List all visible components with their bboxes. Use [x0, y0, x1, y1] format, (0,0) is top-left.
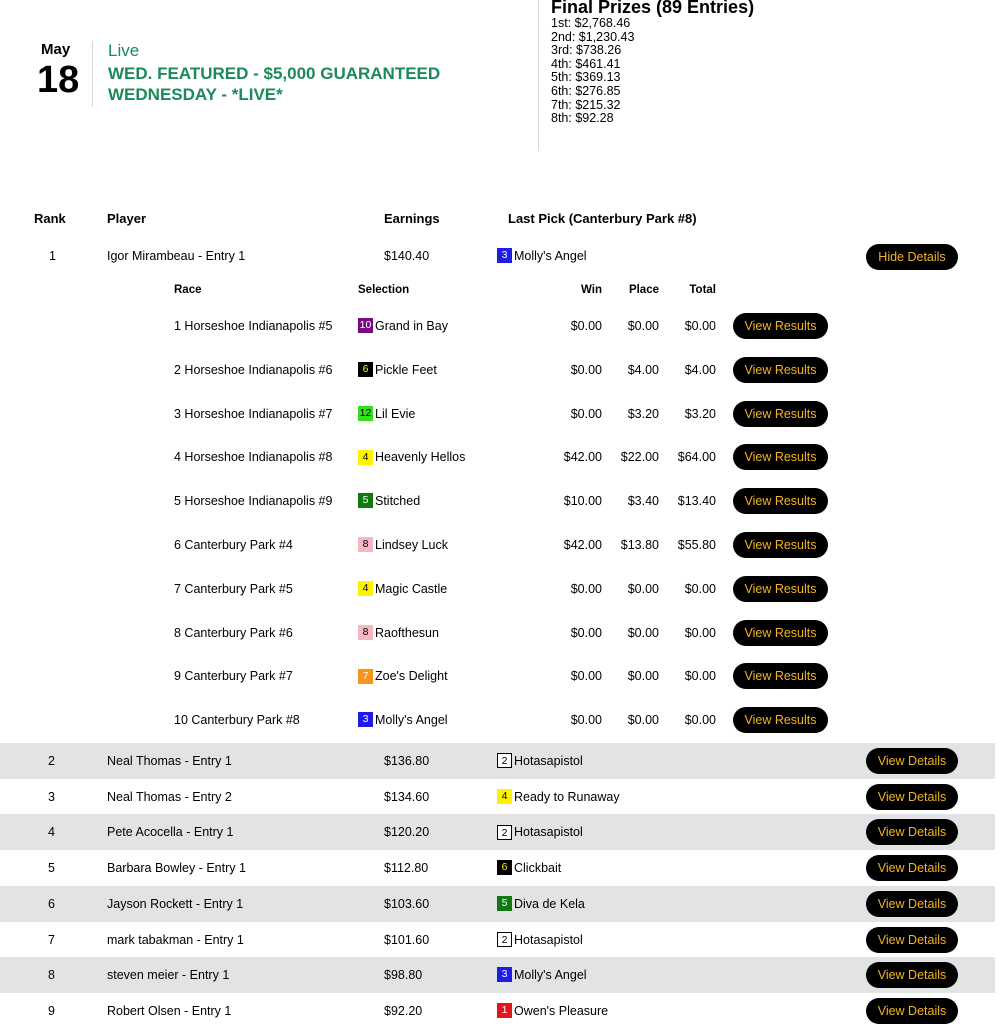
- row-player: Pete Acocella - Entry 1: [107, 825, 234, 840]
- horse-name: Diva de Kela: [514, 896, 585, 911]
- view-details-button[interactable]: View Details: [866, 748, 958, 774]
- horse-name: Zoe's Delight: [375, 669, 448, 684]
- event-status: Live: [108, 41, 140, 60]
- row-rank: 1: [49, 249, 56, 263]
- saddlecloth-badge: 4: [358, 450, 373, 465]
- horse-name: Raofthesun: [375, 625, 439, 640]
- detail-selection: [358, 479, 420, 523]
- detail-win: $42.00: [563, 538, 602, 552]
- header-divider: [92, 41, 93, 107]
- saddlecloth-badge: 8: [358, 537, 373, 552]
- view-results-button[interactable]: View Results: [733, 532, 828, 558]
- prizes-divider: [538, 0, 539, 151]
- horse-name: Hotasapistol: [514, 754, 583, 768]
- detail-win: $10.00: [563, 494, 602, 509]
- row-last-pick: [497, 239, 587, 274]
- row-last-pick: [497, 779, 620, 815]
- detail-race: 7 Canterbury Park #5: [174, 581, 293, 596]
- saddlecloth-badge: 4: [358, 581, 373, 596]
- view-details-button[interactable]: View Details: [866, 784, 958, 810]
- detail-race: 4 Horseshoe Indianapolis #8: [174, 450, 333, 465]
- saddlecloth-badge: 2: [497, 825, 512, 840]
- detail-total: $55.80: [677, 538, 716, 552]
- detail-total: $64.00: [677, 450, 716, 465]
- detail-header-selection: Selection: [358, 284, 410, 296]
- detail-selection: [358, 392, 415, 436]
- view-results-button[interactable]: View Results: [733, 576, 828, 602]
- leaderboard-row: [0, 922, 995, 958]
- detail-win: $0.00: [570, 581, 602, 596]
- view-details-button[interactable]: View Details: [866, 891, 958, 917]
- horse-name: Clickbait: [514, 861, 562, 876]
- detail-race: 9 Canterbury Park #7: [174, 669, 293, 684]
- detail-selection: [358, 698, 448, 742]
- detail-race: 8 Canterbury Park #6: [174, 625, 293, 640]
- row-earnings: $136.80: [384, 754, 430, 768]
- detail-place: $0.00: [627, 581, 659, 596]
- detail-total: $0.00: [684, 319, 716, 333]
- view-results-button[interactable]: View Results: [733, 401, 828, 427]
- horse-name: Ready to Runaway: [514, 789, 620, 804]
- saddlecloth-badge: 2: [497, 753, 512, 768]
- saddlecloth-badge: 7: [358, 669, 373, 684]
- view-results-button[interactable]: View Results: [733, 444, 828, 470]
- row-player: Barbara Bowley - Entry 1: [107, 861, 246, 876]
- detail-win: $42.00: [563, 450, 602, 465]
- view-details-button[interactable]: View Details: [866, 855, 958, 881]
- view-details-button[interactable]: View Details: [866, 998, 958, 1024]
- prize-line: 6th: $276.85: [551, 83, 621, 98]
- detail-header-race: Race: [174, 284, 202, 296]
- row-rank: 4: [48, 825, 55, 840]
- detail-row: [0, 304, 995, 348]
- prize-line: 5th: $369.13: [551, 70, 621, 85]
- row-earnings: $120.20: [384, 825, 430, 840]
- horse-name: Magic Castle: [375, 581, 448, 596]
- prize-list: [551, 17, 754, 126]
- detail-place: $0.00: [627, 625, 659, 640]
- detail-selection: [358, 611, 439, 655]
- final-prizes-title: Final Prizes (89 Entries): [551, 0, 755, 17]
- detail-header-total: Total: [689, 284, 716, 296]
- detail-win: $0.00: [570, 713, 602, 728]
- detail-header-place: Place: [628, 284, 659, 296]
- saddlecloth-badge: 3: [358, 712, 373, 727]
- saddlecloth-badge: 6: [358, 362, 373, 377]
- horse-name: Owen's Pleasure: [514, 1003, 609, 1018]
- row-last-pick: [497, 743, 583, 779]
- detail-total: $0.00: [684, 669, 716, 684]
- horse-name: Pickle Feet: [375, 362, 437, 377]
- view-details-button[interactable]: View Details: [866, 927, 958, 953]
- saddlecloth-badge: 5: [358, 493, 373, 508]
- row-last-pick: [497, 957, 587, 993]
- horse-name: Lil Evie: [375, 406, 416, 421]
- detail-race: 1 Horseshoe Indianapolis #5: [174, 319, 333, 333]
- horse-name: Molly's Angel: [375, 713, 448, 728]
- view-results-button[interactable]: View Results: [733, 313, 828, 339]
- row-player: steven meier - Entry 1: [107, 968, 230, 983]
- detail-place: $0.00: [627, 319, 659, 333]
- event-title-line-2: WEDNESDAY - *LIVE*: [108, 85, 283, 104]
- saddlecloth-badge: 3: [497, 967, 512, 982]
- saddlecloth-badge: 10: [359, 319, 372, 332]
- event-title-line-1: WED. FEATURED - $5,000 GUARANTEED: [108, 64, 441, 83]
- row-earnings: $101.60: [384, 932, 430, 947]
- detail-selection: [358, 304, 448, 348]
- row-last-pick: [497, 850, 561, 886]
- header-rank: Rank: [34, 211, 66, 226]
- event-month: May: [41, 41, 71, 58]
- prize-line: 7th: $215.32: [551, 97, 621, 112]
- detail-total: $0.00: [684, 581, 716, 596]
- leaderboard-row: [0, 814, 995, 850]
- row-earnings: $92.20: [384, 1003, 423, 1018]
- view-results-button[interactable]: View Results: [733, 663, 828, 689]
- detail-row: [0, 392, 995, 436]
- detail-win: $0.00: [570, 319, 602, 333]
- header-earnings: Earnings: [384, 211, 440, 226]
- leaderboard-row: [0, 850, 995, 886]
- detail-win: $0.00: [570, 406, 602, 421]
- horse-name: Hotasapistol: [514, 932, 583, 947]
- header-last-pick: Last Pick (Canterbury Park #8): [508, 211, 697, 226]
- detail-place: $3.40: [627, 494, 659, 509]
- row-rank: 2: [48, 754, 55, 768]
- view-results-button[interactable]: View Results: [733, 707, 828, 733]
- detail-win: $0.00: [570, 362, 602, 377]
- row-earnings: $134.60: [384, 789, 430, 804]
- row-rank: 3: [48, 789, 55, 804]
- row-earnings: $98.80: [384, 968, 423, 983]
- prize-line: 1st: $2,768.46: [551, 16, 631, 30]
- row-last-pick: [497, 814, 583, 850]
- row-rank: 6: [48, 896, 55, 911]
- detail-selection: [358, 435, 465, 479]
- row-player: Neal Thomas - Entry 1: [107, 754, 232, 768]
- row-earnings: $103.60: [384, 896, 430, 911]
- view-results-button[interactable]: View Results: [733, 357, 828, 383]
- horse-name: Grand in Bay: [375, 319, 448, 333]
- detail-selection: [358, 654, 448, 698]
- hide-details-button[interactable]: Hide Details: [866, 244, 958, 270]
- detail-place: $3.20: [627, 406, 659, 421]
- saddlecloth-badge: 3: [497, 248, 512, 263]
- event-day: 18: [37, 59, 80, 101]
- row-player: mark tabakman - Entry 1: [107, 932, 244, 947]
- detail-header-win: Win: [581, 284, 602, 296]
- row-rank: 5: [48, 861, 55, 876]
- row-last-pick: [497, 993, 608, 1029]
- saddlecloth-badge: 12: [359, 406, 372, 419]
- detail-total: $0.00: [684, 625, 716, 640]
- horse-name: Stitched: [375, 494, 421, 509]
- detail-row: [0, 654, 995, 698]
- leaderboard-row: [0, 743, 995, 779]
- row-rank: 8: [48, 968, 55, 983]
- detail-place: $0.00: [627, 669, 659, 684]
- detail-race: 10 Canterbury Park #8: [174, 713, 300, 728]
- saddlecloth-badge: 2: [497, 932, 512, 947]
- detail-place: $4.00: [627, 362, 659, 377]
- detail-row: [0, 348, 995, 392]
- leaderboard-row: [0, 779, 995, 815]
- detail-row: [0, 523, 995, 567]
- horse-name: Lindsey Luck: [375, 538, 448, 552]
- saddlecloth-badge: 8: [358, 625, 373, 640]
- horse-name: Hotasapistol: [514, 825, 583, 840]
- detail-race: 2 Horseshoe Indianapolis #6: [174, 362, 333, 377]
- view-details-button[interactable]: View Details: [866, 819, 958, 845]
- saddlecloth-badge: 1: [497, 1003, 512, 1018]
- event-title: [108, 63, 440, 105]
- detail-win: $0.00: [570, 669, 602, 684]
- row-last-pick: [497, 922, 583, 958]
- detail-row: [0, 479, 995, 523]
- detail-total: $4.00: [684, 362, 716, 377]
- view-details-button[interactable]: View Details: [866, 962, 958, 988]
- view-results-button[interactable]: View Results: [733, 488, 828, 514]
- saddlecloth-badge: 5: [497, 896, 512, 911]
- horse-name: Molly's Angel: [514, 249, 587, 263]
- row-earnings: $112.80: [384, 861, 429, 876]
- detail-place: $13.80: [620, 538, 659, 552]
- row-player: Neal Thomas - Entry 2: [107, 789, 232, 804]
- leaderboard-row-expanded: [0, 239, 995, 274]
- leaderboard-row: [0, 993, 995, 1029]
- prize-line: 2nd: $1,230.43: [551, 29, 635, 44]
- header-player: Player: [107, 211, 147, 226]
- row-player: Igor Mirambeau - Entry 1: [107, 249, 246, 263]
- detail-selection: [358, 523, 448, 567]
- detail-row: [0, 698, 995, 742]
- row-rank: 7: [48, 932, 55, 947]
- detail-total: $0.00: [684, 713, 716, 728]
- detail-selection: [358, 348, 437, 392]
- detail-row: [0, 611, 995, 655]
- detail-place: $22.00: [620, 450, 659, 465]
- row-earnings: $140.40: [384, 249, 430, 263]
- detail-total: $3.20: [684, 406, 716, 421]
- leaderboard-row: [0, 886, 995, 922]
- detail-race: 3 Horseshoe Indianapolis #7: [174, 406, 333, 421]
- prize-line: 8th: $92.28: [551, 111, 614, 126]
- detail-race: 5 Horseshoe Indianapolis #9: [174, 494, 333, 509]
- detail-race: 6 Canterbury Park #4: [174, 538, 293, 552]
- detail-win: $0.00: [570, 625, 602, 640]
- detail-selection: [358, 567, 447, 611]
- prize-line: 3rd: $738.26: [551, 43, 622, 58]
- detail-total: $13.40: [677, 494, 716, 509]
- horse-name: Molly's Angel: [514, 968, 587, 983]
- row-rank: 9: [48, 1003, 55, 1018]
- horse-name: Heavenly Hellos: [375, 450, 466, 465]
- row-player: Jayson Rockett - Entry 1: [107, 896, 244, 911]
- prize-line: 4th: $461.41: [551, 56, 621, 71]
- leaderboard-row: [0, 957, 995, 993]
- row-player: Robert Olsen - Entry 1: [107, 1003, 232, 1018]
- saddlecloth-badge: 4: [497, 789, 512, 804]
- detail-place: $0.00: [627, 713, 659, 728]
- final-prizes: [551, 0, 754, 126]
- saddlecloth-badge: 6: [497, 860, 512, 875]
- row-last-pick: [497, 886, 585, 922]
- detail-row: [0, 567, 995, 611]
- detail-row: [0, 435, 995, 479]
- view-results-button[interactable]: View Results: [733, 620, 828, 646]
